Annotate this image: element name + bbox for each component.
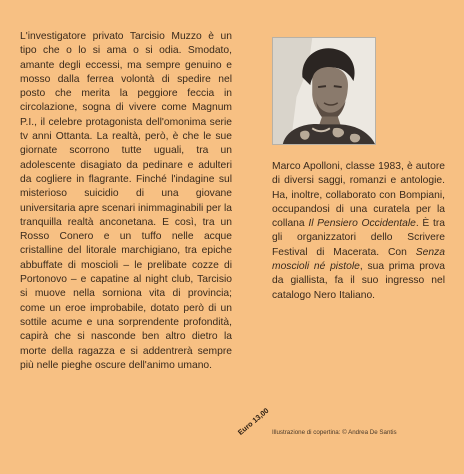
synopsis-column <box>20 30 232 373</box>
author-photo <box>272 37 376 145</box>
author-bio-column <box>272 160 445 303</box>
author-portrait-image <box>273 38 375 144</box>
cover-illustration-credit: Illustrazione di copertina: © Andrea De Santis <box>272 429 397 436</box>
author-bio-part-1: Marco Apolloni, classe 1983, è autore di diversi saggi, romanzi e antologie. Ha, inoltre, collaborato con Bompiani, occupandosi di una curatela per la collana <box>272 161 445 230</box>
price-label: Euro 13,00 <box>236 405 271 437</box>
synopsis-text: L'investigatore privato Tarcisio Muzzo è un tipo che o lo si ama o si odia. Smodato, amante degli eccessi, ma sempre genuino e mosso dalla ferrea volontà di spedire nel posto che merita la peggiore feccia in circolazione, sogna di vivere come Magnum P.I., il celebre protagonista dell'omonima serie tv anni Ottanta. La realtà, però, è che le sue giornate scorrono tutte uguali, tra un adolescente disagiato da pedinare e adulteri da cogliere in flagrante. Finché l'indagine sul misterioso suicidio di una giovane universitaria apre scenari inimmaginabili per la tranquilla realtà anconetana. E così, tra un Rosso Conero e un tuffo nelle acque cristalline del litorale marchigiano, tra epiche abbuffate di moscioli – le prelibate cozze di Portonovo – e capatine al night club, Tarcisio si muove nella sorniona vita di provincia; come un eroe improbabile, dotato però di un sottile acume e una sorprendente profondità, capirà che si nasconde ben altro dietro la morte della ragazza e si addentrerà sempre più nelle pieghe oscure dell'animo umano. <box>20 31 232 371</box>
author-bio <box>272 160 445 303</box>
author-bio-part-2: . È tra gli organizzatori dello Scrivere Festival di Macerata. Con <box>272 218 445 258</box>
author-bio-part-3: , sua prima prova da giallista, fa il suo ingresso nel catalogo Nero Italiano. <box>272 261 445 301</box>
book-title: Senza moscioli né pistole <box>272 246 445 273</box>
series-title: Il Pensiero Occidentale <box>308 218 416 230</box>
